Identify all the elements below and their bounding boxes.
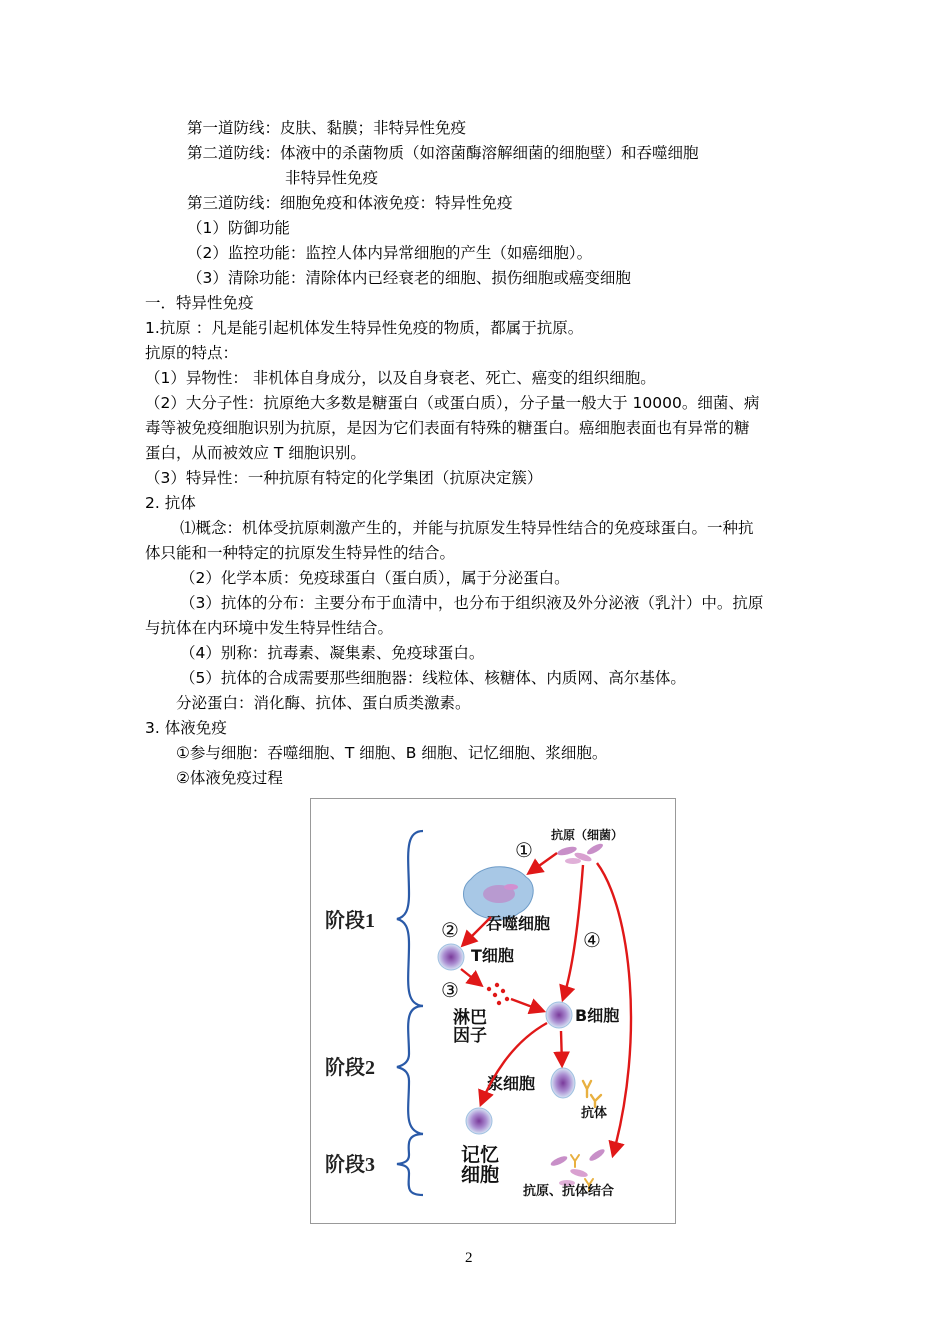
text-line: 第二道防线：体液中的杀菌物质（如溶菌酶溶解细菌的细胞壁）和吞噬细胞: [187, 144, 699, 162]
section-heading: 3. 体液免疫: [145, 719, 227, 737]
text-line: （3）清除功能：清除体内已经衰老的细胞、损伤细胞或癌变细胞: [187, 269, 631, 287]
text-line: ①参与细胞：吞噬细胞、T 细胞、B 细胞、记忆细胞、浆细胞。: [176, 744, 608, 762]
text-line: （2）化学本质：免疫球蛋白（蛋白质），属于分泌蛋白。: [180, 569, 570, 587]
lymphokine-dots: [487, 983, 509, 1005]
text-line: 第一道防线：皮肤、黏膜；非特异性免疫: [187, 119, 467, 137]
t-cell-icon: [438, 944, 464, 970]
section-heading: 2. 抗体: [145, 494, 196, 512]
stage3-label: 阶段3: [325, 1154, 375, 1176]
text-line: 分泌蛋白：消化酶、抗体、蛋白质类激素。: [176, 694, 471, 712]
phagocyte-cell-icon: [464, 867, 534, 920]
stage1-label: 阶段1: [325, 910, 375, 932]
text-line: 非特异性免疫: [285, 169, 379, 187]
text-line: 毒等被免疫细胞识别为抗原，是因为它们表面有特殊的糖蛋白。癌细胞表面也有异常的糖: [145, 419, 750, 437]
arrow-antigen-to-b-cell: [563, 865, 583, 999]
stage2-brace: [397, 1006, 423, 1134]
step-3-marker: ③: [441, 978, 459, 1002]
text-line: （5）抗体的合成需要那些细胞器：线粒体、核糖体、内质网、高尔基体。: [180, 669, 686, 687]
text-line: 抗原的特点：: [145, 344, 239, 362]
text-line: 1.抗原 ：凡是能引起机体发生特异性免疫的物质，都属于抗原。: [145, 319, 584, 337]
memory-cell-label-1: 记忆: [461, 1144, 500, 1166]
arrow-b-cell-to-plasma: [561, 1031, 562, 1065]
stage2-label: 阶段2: [325, 1057, 375, 1079]
binding-label: 抗原、抗体结合: [523, 1184, 615, 1199]
text-line: （1）防御功能: [187, 219, 290, 237]
text-line: （2）监控功能：监控人体内异常细胞的产生（如癌细胞）。: [187, 244, 593, 262]
page-number: 2: [465, 1250, 473, 1266]
text-line: 体只能和一种特定的抗原发生特异性的结合。: [145, 544, 456, 562]
antibody-icon: [583, 1081, 601, 1107]
text-line: ②体液免疫过程: [176, 769, 283, 787]
plasma-cell-label: 浆细胞: [487, 1074, 536, 1093]
step-1-marker: ①: [515, 838, 533, 862]
diagram-canvas: [311, 799, 677, 1225]
arrow-t-cell-to-lymphokine: [461, 969, 481, 985]
antibody-label: 抗体: [581, 1106, 608, 1121]
stage1-brace: [397, 831, 423, 1006]
arrow-lymphokine-to-b-cell: [511, 999, 543, 1011]
text-line: 与抗体在内环境中发生特异性结合。: [145, 619, 394, 637]
text-line: 蛋白，从而被效应 T 细胞识别。: [145, 444, 366, 462]
humoral-immunity-diagram: [310, 798, 676, 1224]
text-line: （3）特异性：一种抗原有特定的化学集团（抗原决定簇）: [145, 469, 543, 487]
t-cell-label: T细胞: [471, 946, 514, 965]
lymphokine-label-2: 因子: [453, 1026, 487, 1046]
step-4-marker: ④: [583, 928, 601, 952]
antigen-label: 抗原（细菌）: [551, 828, 624, 842]
lymphokine-label-1: 淋巴: [453, 1008, 487, 1028]
antigen-bacteria-icon: [556, 842, 604, 864]
text-line: （1）异物性： 非机体自身成分，以及自身衰老、死亡、癌变的组织细胞。: [145, 369, 656, 387]
plasma-cell-icon: [551, 1068, 575, 1098]
text-line: （2）大分子性：抗原绝大多数是糖蛋白（或蛋白质），分子量一般大于 10000。细菌、病: [145, 394, 760, 412]
memory-cell-label-2: 细胞: [461, 1164, 500, 1186]
text-line: （3）抗体的分布：主要分布于血清中，也分布于组织液及外分泌液（乳汁）中。抗原: [180, 594, 764, 612]
text-line: （4）别称：抗毒素、凝集素、免疫球蛋白。: [180, 644, 485, 662]
step-2-marker: ②: [441, 918, 459, 942]
stage3-brace: [397, 1134, 423, 1195]
section-heading: 一．特异性免疫: [145, 294, 254, 312]
text-line: 第三道防线：细胞免疫和体液免疫：特异性免疫: [187, 194, 513, 212]
b-cell-icon: [546, 1002, 572, 1028]
memory-cell-icon: [466, 1108, 492, 1134]
b-cell-label: B细胞: [575, 1006, 620, 1025]
phagocyte-label: 吞噬细胞: [486, 914, 551, 933]
text-line: ⑴概念：机体受抗原刺激产生的，并能与抗原发生特异性结合的免疫球蛋白。一种抗: [180, 519, 754, 537]
arrow-antigen-to-phagocyte: [529, 853, 557, 873]
